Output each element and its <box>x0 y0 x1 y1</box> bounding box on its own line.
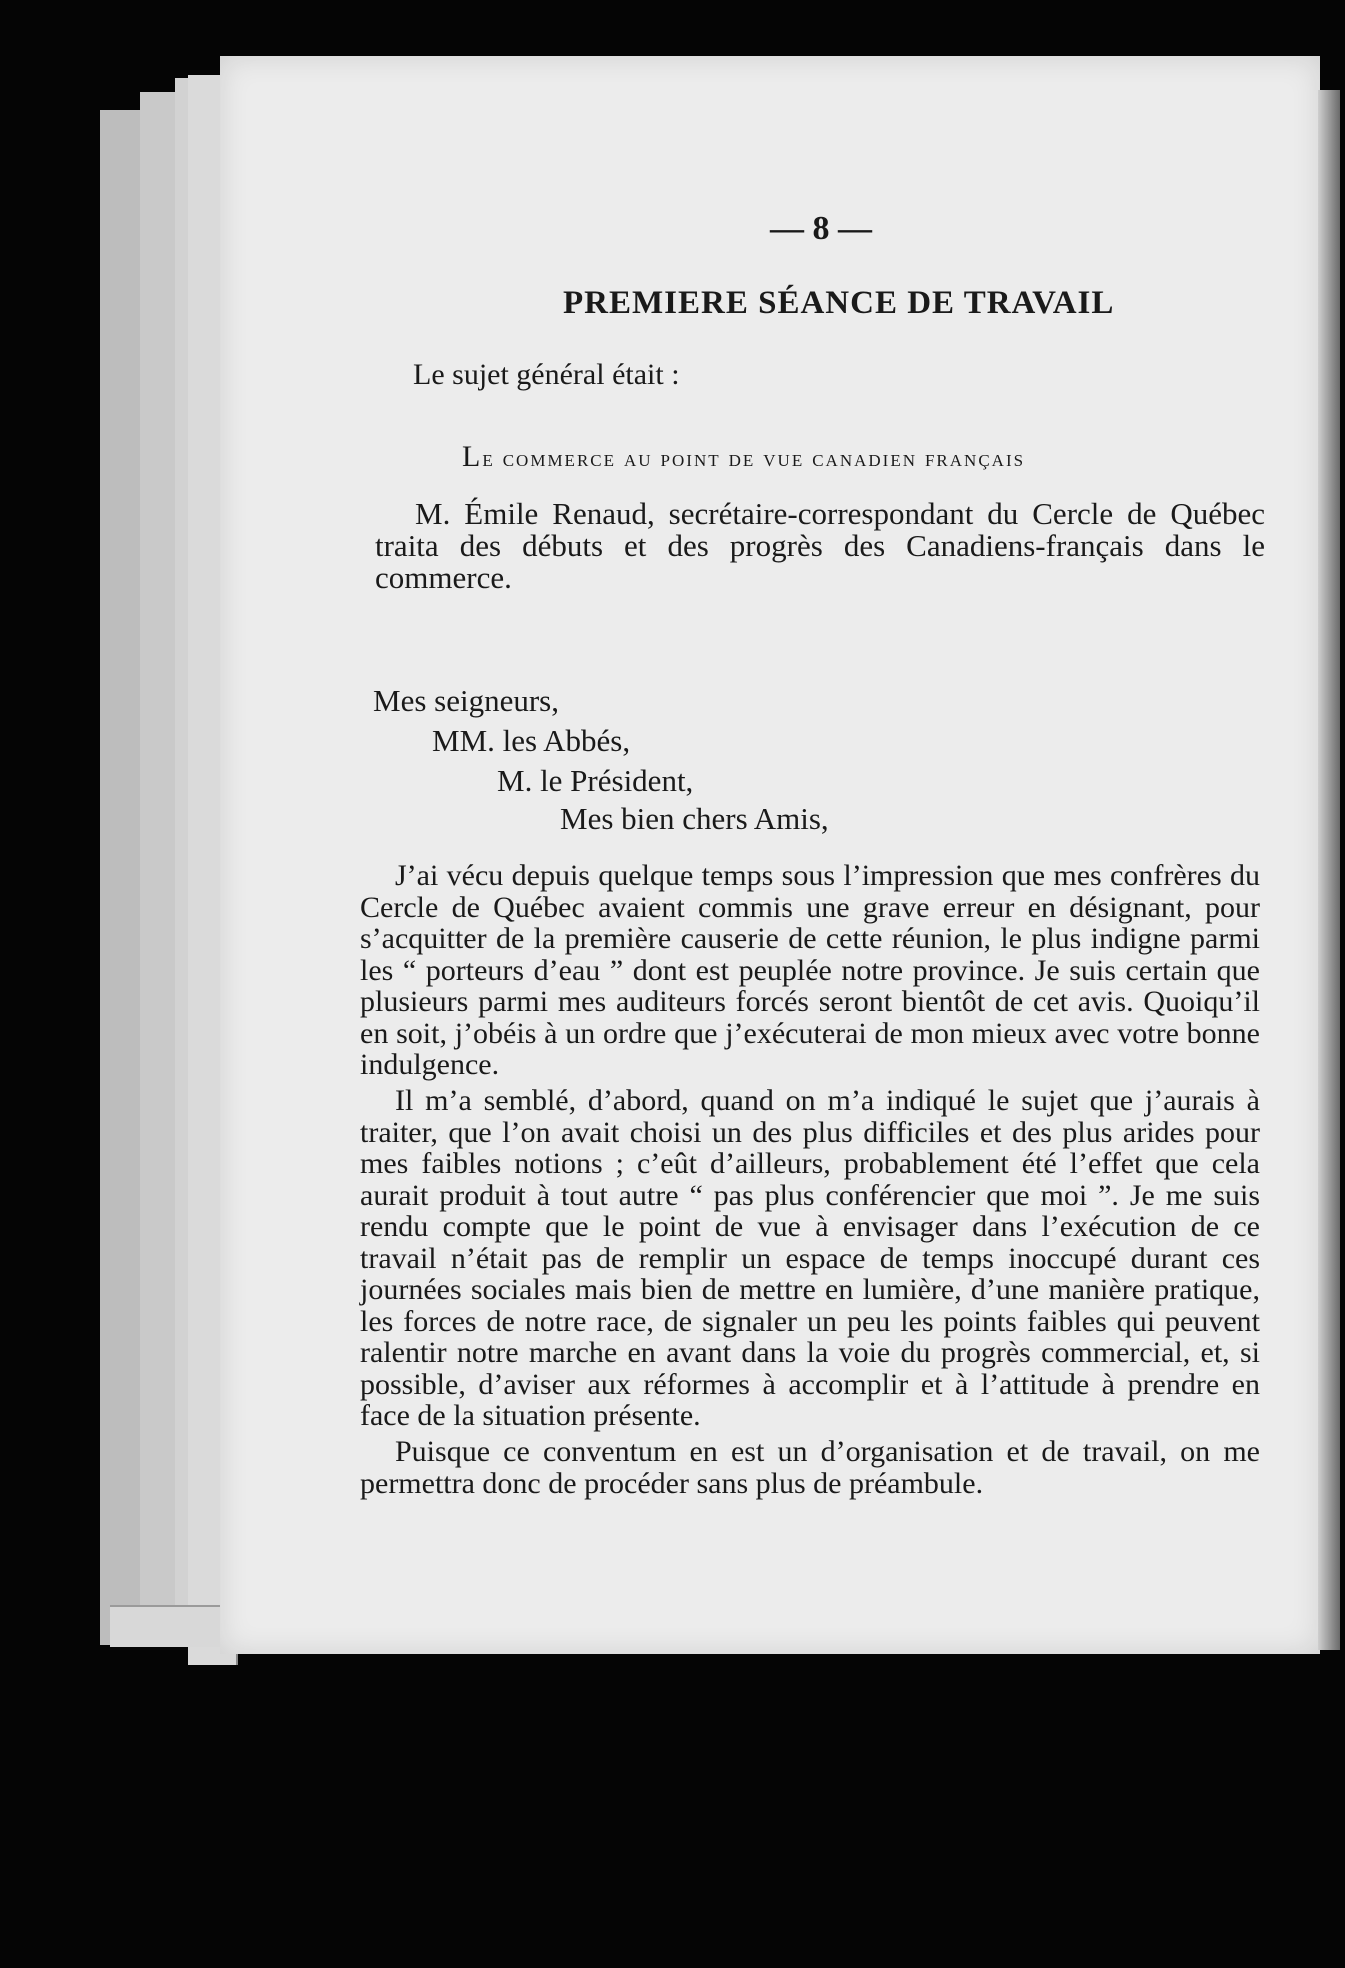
body-paragraph: J’ai vécu depuis quelque temps sous l’impression que mes confrères du Cercle de Québec avaient commis une grave erreur en désignant, pour s’acquitter de la première causerie de cette réunion, le plus indigne parmi les “ porteurs d’eau ” dont est peuplée notre province. Je suis certain que plusieurs parmi mes auditeurs forcés seront bientôt de cet avis. Quoiqu’il en soit, j’obéis à un ordre que j’exécuterai de mon mieux avec votre bonne indulgence. <box>360 859 1260 1081</box>
salutation-line: M. le Président, <box>497 763 694 798</box>
subject-line: Le sujet général était : <box>413 358 680 391</box>
intro-paragraph: M. Émile Renaud, secrétaire-correspondant du Cercle de Québec traita des débuts et des progrès des Canadiens-français dans le commerce. <box>375 496 1265 595</box>
body-paragraph: Puisque ce conventum en est un d’organisation et de travail, on me permettra donc de procéder sans plus de préambule. <box>360 1435 1260 1500</box>
salutation-line: Mes bien chers Amis, <box>560 801 829 836</box>
topic-initial: L <box>462 440 483 473</box>
salutation-line: Mes seigneurs, <box>373 683 559 718</box>
salutation-line: MM. les Abbés, <box>432 723 631 758</box>
section-heading: PREMIERE SÉANCE DE TRAVAIL <box>563 285 1115 321</box>
topic-title <box>462 440 1025 474</box>
topic-rest: e commerce au point de vue canadien français <box>482 446 1026 472</box>
body-paragraph: Il m’a semblé, d’abord, quand on m’a indiqué le sujet que j’aurais à traiter, que l’on avait choisi un des plus difficiles et des plus arides pour mes faibles notions ; c’eût d’ailleurs, probablement été l’effet que cela aurait produit à tout autre “ pas plus conférencier que moi ”. Je me suis rendu compte que le point de vue à envisager dans l’exécution de ce travail n’était pas de remplir un espace de temps inoccupé durant ces journées sociales mais bien de mettre en lumière, d’une manière pratique, les forces de notre race, de signaler un peu les points faibles qui peuvent ralentir notre marche en avant dans la voie du progrès commercial, et, si possible, d’aviser aux réformes à accomplir et à l’attitude à prendre en face de la situation présente. <box>360 1084 1260 1432</box>
page-binding-shadow <box>1318 90 1340 1650</box>
page-number: — 8 — <box>770 210 872 247</box>
